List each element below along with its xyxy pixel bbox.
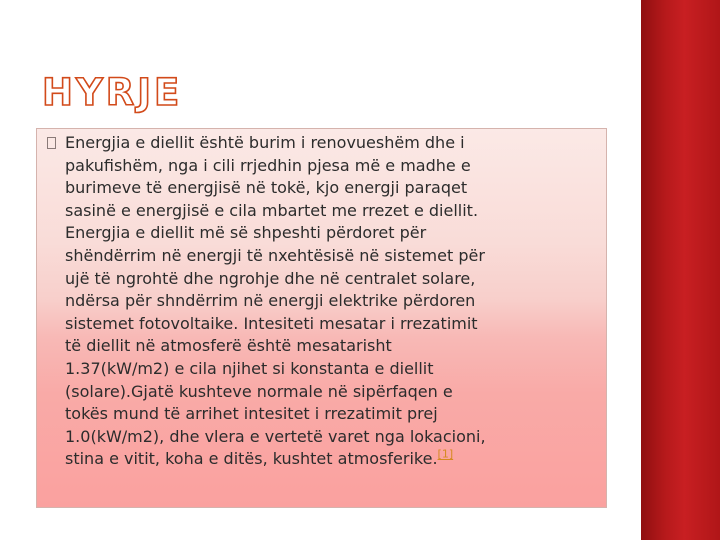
body-text: Energjia e diellit është burim i renovueshëm dhe i pakufishëm, nga i cili rrjedhin pjesa më e madhe e burimeve të energjisë në tokë, kjo energji paraqet sasinë e energjisë e cila mbartet me rrezet e diellit. Energjia e diellit më së shpeshti përdoret për shëndërrim në energji të nxehtësisë në sistemet për ujë të ngrohtë dhe ngrohje dhe në centralet solare, ndërsa për shndërrim në energji elektrike përdoren sistemet fotovoltaike. Intesiteti mesatar i rrezatimit të diellit në atmosferë është mesatarisht 1.37(kW/m2) e cila njihet si konstanta e diellit (solare).Gjatë kushteve normale në sipërfaqen e tokës mund të arrihet intesitet i rrezatimit prej 1.0(kW/m2), dhe vlera e vertetë varet nga lokacioni, stina e vitit, koha e ditës, kushtet atmosferike.	[65, 133, 486, 469]
reference-link[interactable]: [1]	[437, 447, 454, 461]
bullet-box-icon	[47, 137, 56, 149]
body-paragraph	[65, 132, 600, 471]
content-box	[36, 128, 607, 508]
slide-title: HYRJE	[42, 71, 183, 114]
side-decor-band	[641, 0, 720, 540]
